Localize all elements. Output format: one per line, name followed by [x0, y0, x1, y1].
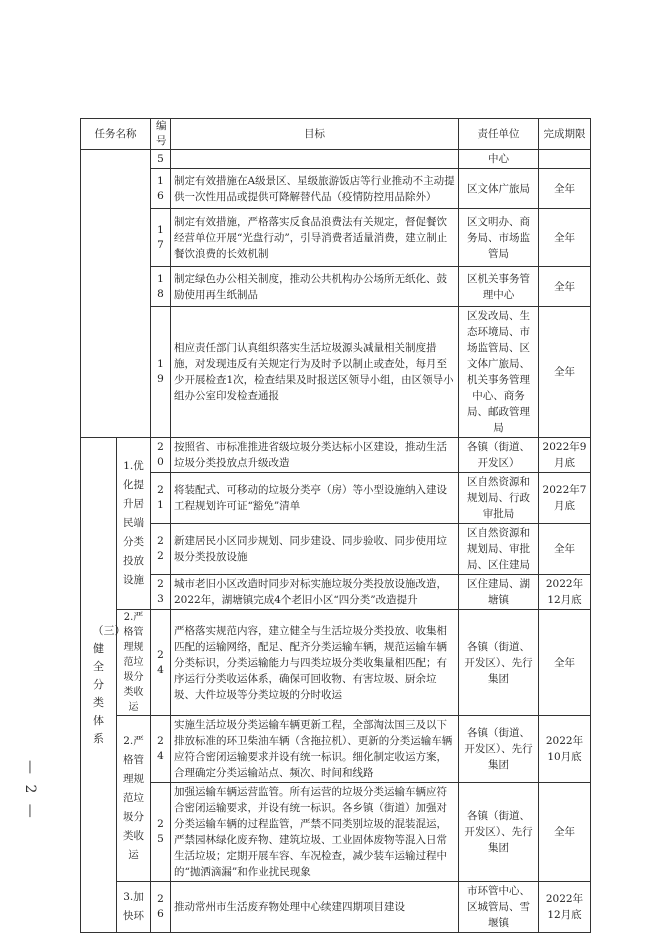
row-unit: 各镇（街道、开发区）、先行集团 — [459, 610, 539, 716]
row-goal: 实施生活垃圾分类运输车辆更新工程，全部淘汰国三及以下排放标准的环卫柴油车辆（含拖拉机）、更新的分类运输车辆应符合密闭运输要求并设有统一标识。细化制定收运方案，合理确定分类运输站点、频次、时间和线路 — [171, 716, 459, 783]
row-number: 16 — [151, 169, 171, 209]
row-number: 26 — [151, 882, 171, 933]
subtask-collection-a: 2.严格管理规范垃圾分类收运 — [117, 610, 151, 716]
row-unit: 区住建局、湖塘镇 — [459, 575, 539, 610]
row-deadline: 全年 — [539, 307, 591, 438]
row-number: 20 — [151, 438, 171, 473]
task-table — [80, 118, 591, 933]
table-row — [81, 267, 591, 307]
row-unit: 区发改局、生态环境局、市场监管局、区文体广旅局、机关事务管理中心、商务局、邮政管理局 — [459, 307, 539, 438]
row-number: 18 — [151, 267, 171, 307]
table-row — [81, 575, 591, 610]
table-row — [81, 150, 591, 169]
table-row — [81, 783, 591, 882]
row-goal — [171, 150, 459, 169]
row-deadline: 全年 — [539, 267, 591, 307]
page-number: — 2 — — [22, 760, 38, 821]
header-deadline: 完成期限 — [539, 119, 591, 150]
row-deadline: 全年 — [539, 783, 591, 882]
row-number: 24 — [151, 610, 171, 716]
row-unit: 区自然资源和规划局、行政审批局 — [459, 473, 539, 524]
row-goal: 制定有效措施，严格落实反食品浪费法有关规定，督促餐饮经营单位开展“光盘行动”，引导消费者适量消费，建立制止餐饮浪费的长效机制 — [171, 209, 459, 267]
table-row — [81, 610, 591, 716]
table-row — [81, 438, 591, 473]
row-goal: 严格落实规范内容，建立健全与生活垃圾分类投放、收集相匹配的运输网络，配足、配齐分类运输车辆，规范运输车辆分类标识，分类运输能力与四类垃圾分类收集量相匹配；有序运行分类收运体系，确保可回收物、有害垃圾、厨余垃圾、大件垃圾等分类垃圾的分时收运 — [171, 610, 459, 716]
table-row — [81, 882, 591, 933]
row-unit: 中心 — [459, 150, 539, 169]
row-goal: 将装配式、可移动的垃圾分类亭（房）等小型设施纳入建设工程规划许可证“豁免”清单 — [171, 473, 459, 524]
row-deadline — [539, 150, 591, 169]
row-goal: 推动常州市生活废弃物处理中心续建四期项目建设 — [171, 882, 459, 933]
row-number: 24 — [151, 716, 171, 783]
row-deadline: 2022年10月底 — [539, 716, 591, 783]
row-number: 5 — [151, 150, 171, 169]
row-deadline: 2022年7月底 — [539, 473, 591, 524]
row-number: 21 — [151, 473, 171, 524]
row-goal: 制定绿色办公相关制度，推动公共机构办公场所无纸化、鼓励使用再生纸制品 — [171, 267, 459, 307]
row-deadline: 全年 — [539, 209, 591, 267]
task-name-cell-previous — [81, 150, 151, 438]
table-row — [81, 524, 591, 575]
header-task-name: 任务名称 — [81, 119, 151, 150]
table-row — [81, 307, 591, 438]
row-deadline: 全年 — [539, 169, 591, 209]
table-header-row — [81, 119, 591, 150]
table-row — [81, 169, 591, 209]
row-goal: 制定有效措施在A级景区、星级旅游饭店等行业推动不主动提供一次性用品或提供可降解替代品（疫情防控用品除外） — [171, 169, 459, 209]
row-unit: 区文明办、商务局、市场监管局 — [459, 209, 539, 267]
row-goal: 相应责任部门认真组织落实生活垃圾源头减量相关制度措施，对发现违反有关规定行为及时予以制止或查处，每月至少开展检查1次，检查结果及时报送区领导小组，由区领导小组办公室印发检查通报 — [171, 307, 459, 438]
row-number: 22 — [151, 524, 171, 575]
row-goal: 加强运输车辆运营监管。所有运营的垃圾分类运输车辆应符合密闭运输要求，并设有统一标识。各乡镇（街道）加强对分类运输车辆的过程监管，严禁不同类别垃圾的混装混运，严禁园林绿化废弃物、建筑垃圾、工业固体废物等混入日常生活垃圾；定期开展车容、车况检查，减少装车运输过程中的“抛洒滴漏”和作业扰民现象 — [171, 783, 459, 882]
row-unit: 区自然资源和规划局、审批局、区住建局 — [459, 524, 539, 575]
header-number: 编号 — [151, 119, 171, 150]
row-number: 23 — [151, 575, 171, 610]
row-number: 25 — [151, 783, 171, 882]
row-number: 17 — [151, 209, 171, 267]
subtask-processing: 3.加快环 — [117, 882, 151, 933]
row-unit: 各镇（街道、开发区）、先行集团 — [459, 716, 539, 783]
header-unit: 责任单位 — [459, 119, 539, 150]
table-row — [81, 209, 591, 267]
section-title-cell: （三）健全分类体系 — [81, 438, 117, 933]
row-goal: 城市老旧小区改造时同步对标实施垃圾分类投放设施改造，2022年，湖塘镇完成4个老旧小区“四分类”改造提升 — [171, 575, 459, 610]
row-deadline: 2022年12月底 — [539, 575, 591, 610]
row-unit: 各镇（街道、开发区）、先行集团 — [459, 783, 539, 882]
subtask-facilities: 1.优化提升居民端分类投放设施 — [117, 438, 151, 610]
subtask-collection-b: 2.严格管理规范垃圾分类收运 — [117, 716, 151, 882]
row-unit: 各镇（街道、开发区） — [459, 438, 539, 473]
row-deadline: 全年 — [539, 610, 591, 716]
row-unit: 市环管中心、区城管局、雪堰镇 — [459, 882, 539, 933]
header-goal: 目标 — [171, 119, 459, 150]
row-number: 19 — [151, 307, 171, 438]
row-goal: 按照省、市标准推进省级垃圾分类达标小区建设，推动生活垃圾分类投放点升级改造 — [171, 438, 459, 473]
row-deadline: 全年 — [539, 524, 591, 575]
row-unit: 区文体广旅局 — [459, 169, 539, 209]
table-row — [81, 473, 591, 524]
row-deadline: 2022年9月底 — [539, 438, 591, 473]
row-deadline: 2022年12月底 — [539, 882, 591, 933]
row-goal: 新建居民小区同步规划、同步建设、同步验收、同步使用垃圾分类投放设施 — [171, 524, 459, 575]
table-row — [81, 716, 591, 783]
row-unit: 区机关事务管理中心 — [459, 267, 539, 307]
